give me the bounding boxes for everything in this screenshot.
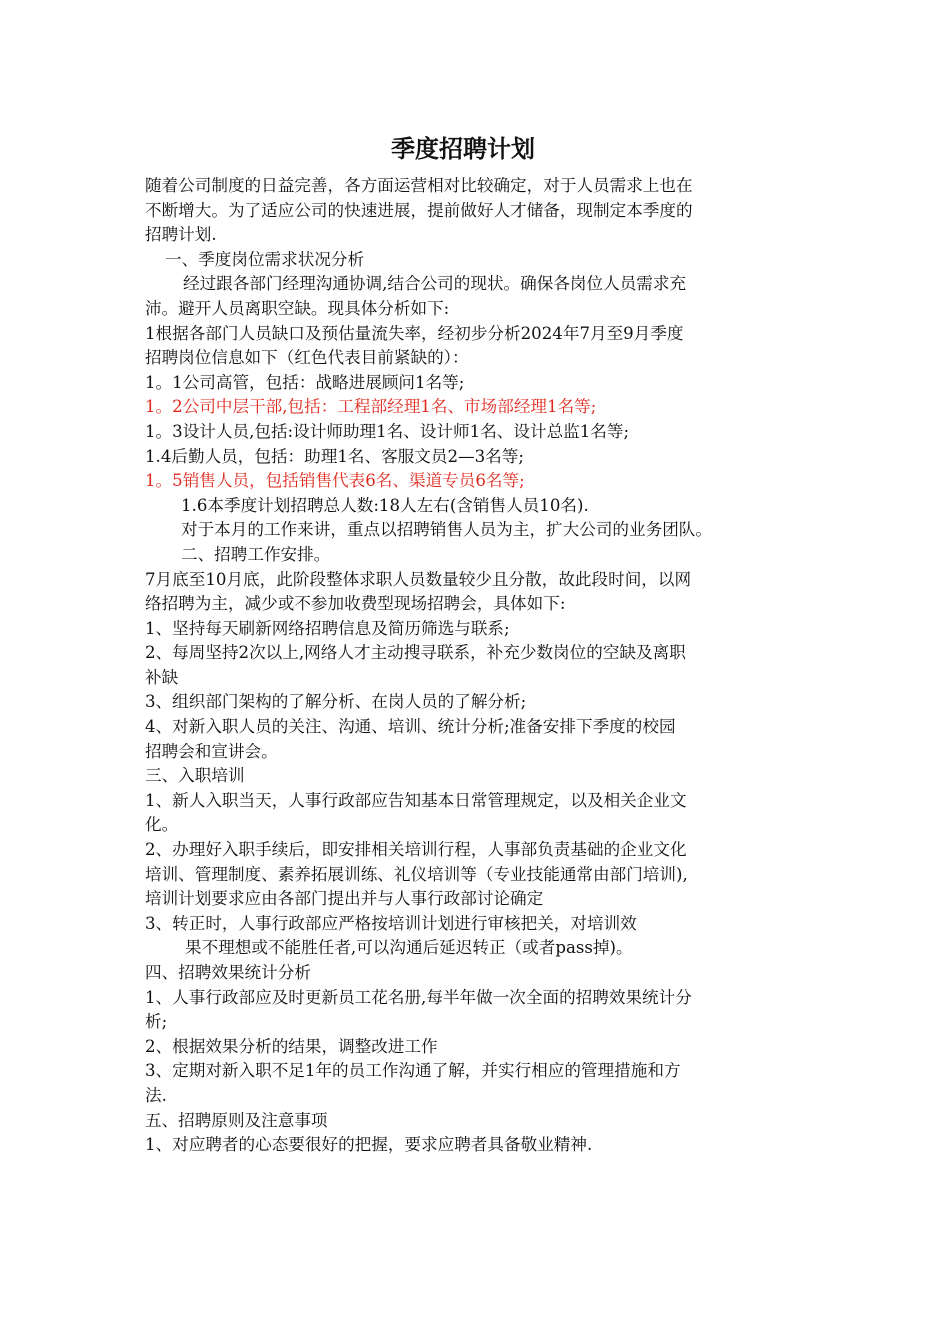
list-item: 2、根据效果分析的结果，调整改进工作 <box>145 1036 438 1056</box>
list-item: 1.6本季度计划招聘总人数:18人左右(含销售人员10名). <box>181 495 589 515</box>
paragraph-line: 招聘会和宣讲会。 <box>145 741 278 761</box>
list-item: 1、人事行政部应及时更新员工花名册,每半年做一次全面的招聘效果统计分 <box>145 987 692 1007</box>
section-heading-3: 三、入职培训 <box>145 766 245 786</box>
section-heading-1: 一、季度岗位需求状况分析 <box>165 249 365 269</box>
paragraph-line: 培训、管理制度、素养拓展训练、礼仪培训等（专业技能通常由部门培训), <box>145 864 688 884</box>
section-heading-5: 五、招聘原则及注意事项 <box>145 1110 328 1130</box>
list-item: 1、新人入职当天，人事行政部应告知基本日常管理规定，以及相关企业文 <box>145 790 687 810</box>
list-item: 4、对新入职人员的关注、沟通、培训、统计分析;准备安排下季度的校园 <box>145 717 676 737</box>
paragraph-line: 络招聘为主，减少或不参加收费型现场招聘会，具体如下: <box>145 594 566 614</box>
paragraph-line: 对于本月的工作来讲，重点以招聘销售人员为主，扩大公司的业务团队。 <box>181 520 712 540</box>
document-body <box>145 174 795 1158</box>
section-heading-4: 四、招聘效果统计分析 <box>145 963 311 982</box>
paragraph-line: 经过跟各部门经理沟通协调,结合公司的现状。确保各岗位人员需求充 <box>183 274 687 294</box>
list-item-urgent: 1。2公司中层干部,包括：工程部经理1名、市场部经理1名等; <box>145 397 597 417</box>
paragraph-line: 沛。避开人员离职空缺。现具体分析如下: <box>145 298 450 318</box>
paragraph-line: 招聘计划. <box>145 225 217 245</box>
paragraph-line: 7月底至10月底，此阶段整体求职人员数量较少且分散，故此段时间，以网 <box>145 569 692 589</box>
paragraph-line: 1根据各部门人员缺口及预估量流失率，经初步分析2024年7月至9月季度 <box>145 323 684 343</box>
list-item: 1.4后勤人员，包括：助理1名、客服文员2—3名等; <box>145 446 524 466</box>
section-heading-2: 二、招聘工作安排。 <box>181 544 331 564</box>
paragraph-line: 析; <box>145 1012 168 1032</box>
list-item: 3、定期对新入职不足1年的员工作沟通了解，并实行相应的管理措施和方 <box>145 1061 681 1081</box>
document-title: 季度招聘计划 <box>391 135 535 163</box>
paragraph-line: 化。 <box>145 815 179 835</box>
paragraph-line: 随着公司制度的日益完善，各方面运营相对比较确定，对于人员需求上也在 <box>145 176 693 195</box>
list-item: 1。1公司高管，包括：战略进展顾问1名等; <box>145 372 465 392</box>
list-item: 2、办理好入职手续后，即安排相关培训行程，人事部负责基础的企业文化 <box>145 840 687 860</box>
list-item: 2、每周坚持2次以上,网络人才主动搜寻联系，补充少数岗位的空缺及离职 <box>145 643 686 663</box>
list-item: 3、转正时，人事行政部应严格按培训计划进行审核把关，对培训效 <box>145 913 637 933</box>
list-item: 1、对应聘者的心态要很好的把握，要求应聘者具备敬业精神. <box>145 1135 593 1155</box>
paragraph-line: 不断增大。为了适应公司的快速进展，提前做好人才储备，现制定本季度的 <box>145 200 693 220</box>
list-item: 1、坚持每天刷新网络招聘信息及简历筛选与联系; <box>145 618 510 638</box>
list-item-urgent: 1。5销售人员，包括销售代表6名、渠道专员6名等; <box>145 471 525 491</box>
list-item: 1。3设计人员,包括:设计师助理1名、设计师1名、设计总监1名等; <box>145 421 630 441</box>
list-item: 3、组织部门架构的了解分析、在岗人员的了解分析; <box>145 692 527 712</box>
paragraph-line: 补缺 <box>145 667 179 687</box>
paragraph-line: 培训计划要求应由各部门提出并与人事行政部讨论确定 <box>145 889 544 909</box>
paragraph-line: 果不理想或不能胜任者,可以沟通后延迟转正（或者pass掉)。 <box>185 938 633 958</box>
paragraph-line: 法. <box>145 1085 167 1105</box>
paragraph-line: 招聘岗位信息如下（红色代表目前紧缺的）： <box>145 348 469 368</box>
